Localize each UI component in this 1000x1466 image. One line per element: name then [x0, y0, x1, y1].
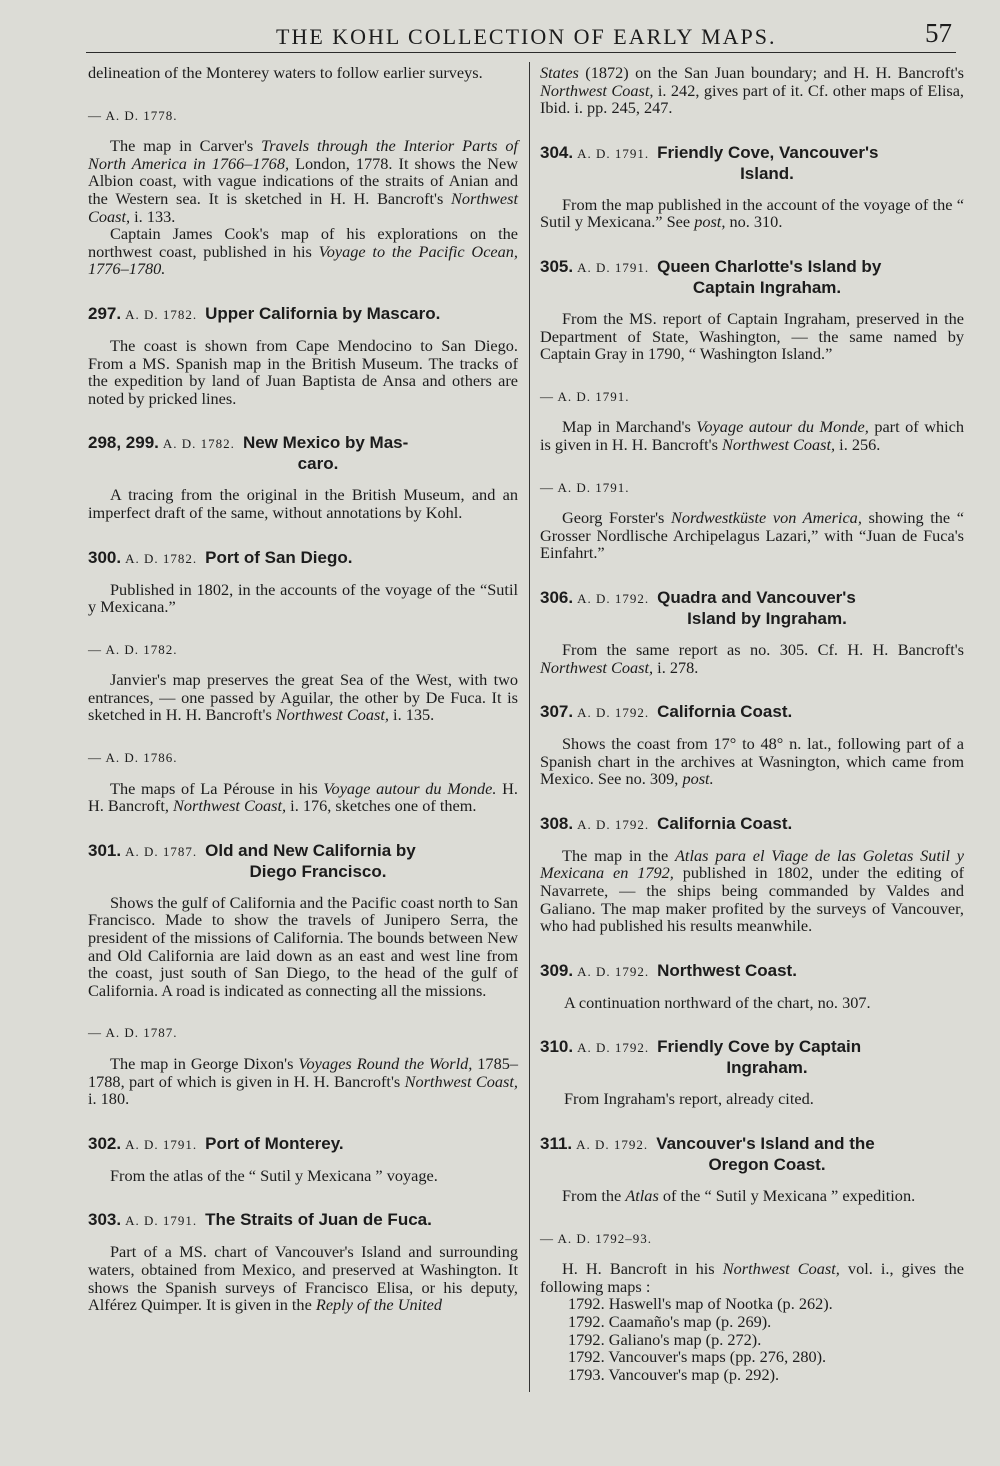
list-item: 1792. Vancouver's maps (pp. 276, 280).: [568, 1347, 827, 1367]
paragraph: Map in Marchand's Voyage autour du Monde, part of which is given in H. H. Bancroft's Northwest Coast, i. 256.: [540, 417, 964, 454]
paragraph: From the Atlas of the “ Sutil y Mexicana ” expedition.: [562, 1186, 916, 1206]
page-number: 57: [925, 18, 952, 48]
paragraph: From the map published in the account of the voyage of the “ Sutil y Mexicana.” See post, no. 310.: [540, 194, 964, 232]
paragraph: The coast is shown from Cape Mendocino to San Diego. From a MS. Spanish map in the British Museum. The tracks of the expedition by land of Juan Baptista de Ansa and others are noted by pricked lines.: [88, 335, 518, 408]
entry-heading-297: 297. A. D. 1782. Upper California by Mascaro.: [88, 303, 441, 323]
entry-heading-303: 303. A. D. 1791. The Straits of Juan de Fuca.: [88, 1210, 432, 1230]
paragraph: The map in Carver's Travels through the Interior Parts of North America in 1766–1768, London, 1778. It shows the New Albion coast, with vague indications of the straits of Anian and the Western sea. It is sketched in H. H. Bancroft's Northwest Coast, i. 133.: [88, 136, 518, 226]
entry-heading-311: 311. A. D. 1792. Vancouver's Island and the Oregon Coast.: [540, 1134, 875, 1175]
paragraph: Shows the coast from 17° to 48° n. lat., following part of a Spanish chart in the archives at Wasnington, which came from Mexico. See no. 309, post.: [540, 734, 964, 789]
entry-heading-304: 304. A. D. 1791. Friendly Cove, Vancouver's Island.: [540, 142, 879, 183]
left-column: [88, 64, 518, 1314]
paragraph: The maps of La Pérouse in his Voyage autour du Monde. H. H. Bancroft, Northwest Coast, i. 176, sketches one of them.: [88, 778, 518, 816]
entry-heading-310: 310. A. D. 1792. Friendly Cove by Captain Ingraham.: [540, 1037, 862, 1078]
running-header: [86, 18, 956, 53]
page-header-title: THE KOHL COLLECTION OF EARLY MAPS.: [276, 24, 777, 49]
column-divider: [529, 62, 530, 1392]
date-subheading: — A. D. 1792–93.: [540, 1230, 653, 1246]
paragraph: A continuation northward of the chart, no. 307.: [564, 992, 871, 1012]
paragraph: States (1872) on the San Juan boundary; and H. H. Bancroft's Northwest Coast, i. 242, gives part of it. Cf. other maps of Elisa, Ibid. i. pp. 245, 247.: [540, 63, 964, 118]
paragraph: Shows the gulf of California and the Pacific coast north to San Francisco. Made to show the travels of Junipero Serra, the president of the missions of California. The bounds between New and Old California are laid down as an east and west line from the coast, just south of San Diego, to the head of the gulf of California. A road is indicated as connecting all the missions.: [88, 892, 518, 1000]
paragraph: Captain James Cook's map of his explorations on the northwest coast, published in his Voyage to the Pacific Ocean, 1776–1780.: [88, 224, 518, 279]
paragraph: From the MS. report of Captain Ingraham, preserved in the Department of State, Washington, — the same named by Captain Gray in 1790, “ Washington Island.”: [540, 308, 964, 364]
paragraph: The map in the Atlas para el Viage de las Goletas Sutil y Mexicana en 1792, published in 1802, under the editing of Navarrete, — the ships being commanded by Valdes and Galiano. The map maker profited by the surveys of Vancouver, who had published his results meanwhile.: [540, 845, 965, 936]
date-subheading: — A. D. 1782.: [88, 641, 178, 657]
entry-heading-302: 302. A. D. 1791. Port of Monterey.: [88, 1133, 344, 1153]
entry-heading-300: 300. A. D. 1782. Port of San Diego.: [88, 547, 353, 567]
entry-heading-305: 305. A. D. 1791. Queen Charlotte's Island by Captain Ingraham.: [540, 256, 882, 297]
entry-heading-298: 298, 299. A. D. 1782. New Mexico by Mas- caro.: [88, 433, 409, 474]
entry-heading-301: 301. A. D. 1787. Old and New California by Diego Francisco.: [88, 840, 416, 881]
list-item: 1792. Galiano's map (p. 272).: [568, 1329, 762, 1349]
paragraph: From the same report as no. 305. Cf. H. H. Bancroft's Northwest Coast, i. 278.: [540, 639, 964, 677]
paragraph: H. H. Bancroft in his Northwest Coast, vol. i., gives the following maps :: [540, 1259, 964, 1296]
paragraph: Janvier's map preserves the great Sea of the West, with two entrances, — one passed by Aguilar, the other by De Fuca. It is sketched in H. H. Bancroft's Northwest Coast, i. 135.: [88, 670, 518, 725]
entry-heading-307: 307. A. D. 1792. California Coast.: [540, 702, 793, 722]
entry-heading-308: 308. A. D. 1792. California Coast.: [540, 813, 793, 833]
paragraph: The map in George Dixon's Voyages Round the World, 1785–1788, part of which is given in H. H. Bancroft's Northwest Coast, i. 180.: [88, 1054, 518, 1109]
date-subheading: — A. D. 1778.: [88, 107, 178, 123]
date-subheading: — A. D. 1791.: [540, 479, 630, 495]
paragraph: Published in 1802, in the accounts of the voyage of the “Sutil y Mexicana.”: [88, 579, 518, 617]
entry-heading-306: 306. A. D. 1792. Quadra and Vancouver's Island by Ingraham.: [540, 587, 856, 628]
entry-heading-309: 309. A. D. 1792. Northwest Coast.: [540, 960, 797, 980]
date-subheading: — A. D. 1786.: [88, 750, 178, 766]
paragraph: Georg Forster's Nordwestküste von America, showing the “ Grosser Nordlische Archipelagus Lazari,” with “Juan de Fuca's Einfahrt.”: [540, 508, 964, 563]
list-item: 1793. Vancouver's map (p. 292).: [568, 1364, 780, 1384]
date-subheading: — A. D. 1787.: [88, 1025, 178, 1041]
right-column: [540, 64, 964, 1383]
paragraph: From Ingraham's report, already cited.: [564, 1089, 814, 1109]
paragraph: From the atlas of the “ Sutil y Mexicana ” voyage.: [110, 1165, 438, 1185]
paragraph: Part of a MS. chart of Vancouver's Island and surrounding waters, obtained from Mexico, and preserved at Washington. It shows the Spanish surveys of Francisco Elisa, or his deputy, Alférez Quimper. It is given in the Reply of the United: [88, 1242, 518, 1315]
paragraph: A tracing from the original in the British Museum, and an imperfect draft of the same, without annotations by Kohl.: [88, 485, 518, 522]
date-subheading: — A. D. 1791.: [540, 388, 630, 404]
list-item: 1792. Caamaño's map (p. 269).: [568, 1312, 772, 1331]
list-item: 1792. Haswell's map of Nootka (p. 262).: [568, 1294, 833, 1314]
paragraph: delineation of the Monterey waters to follow earlier surveys.: [88, 63, 483, 82]
